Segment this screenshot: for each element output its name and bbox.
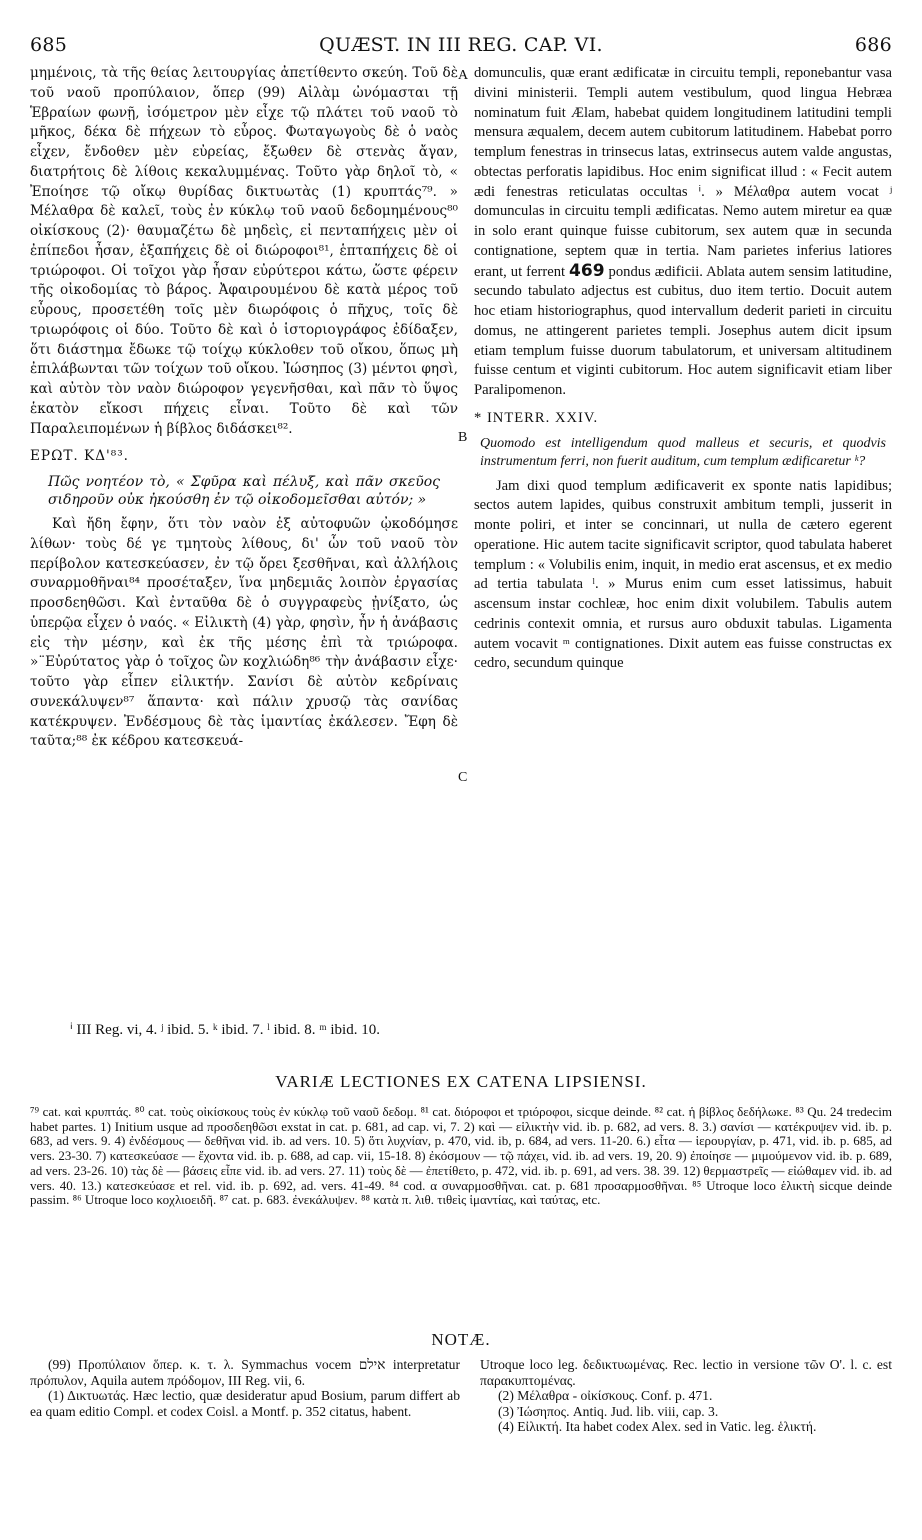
latin-paragraph: Jam dixi quod templum ædificaverit ex sponte natis lapidibus; sectos autem lapides, quibus construxit ambitum templi, jusserit in monte poliri, et inter se concinnari, ut nulla de cætero egerent operatione. Hic autem tacite significavit scriptor, quod tabulata haberet templum : « Volubilis enim, inquit, in medio erat ascensus, et ex medio ad tertia tabulata ˡ. » Murus enim cum esset latissimus, habuit ascensum instar cochleæ, hoc enim dixit volubilem. Tabulis autem cedrinis contexit omnia, et rursus auro obduxit tabulas. Ligamenta autem vocavit ᵐ contignationes. Dixit autem eas fuisse constructas ex cedro, secundum quinque	[474, 477, 892, 672]
margin-letter-c: C	[458, 770, 468, 785]
variae-lectiones-text: ⁷⁹ cat. καὶ κρυπτάς. ⁸⁰ cat. τοὺς οἰκίσκους τοὺς ἐν κύκλῳ τοῦ ναοῦ δεδομ. ⁸¹ cat. διόροφοι et τριόροφοι, sicque deinde. ⁸² cat. ἡ βίβλος δεδήλωκε. ⁸³ Qu. 24 tredecim habet partes. 1) Initium usque ad προσδεηθῶσι exstat in cat. p. 681, ad cap. vi, 7. 2) καὶ — εἱλικτὴν vid. ib. p. 682, ad vers. 8. 3.) σανίσι — κατέκρυψεν vid. ib. p. 683, ad vers. 9. 4) ἐνδέσμους — δεθῆναι vid. ib. ad vers. 10. 5) ὅτι λυχνίαν, p. 470, vid. ib, p. 684, ad vers. 11-20. 6.) εἶτα — ἱερουργίαν, p. 471, vid. ib. p. 685, ad vers. 23-30. 7) κατεσκεύασε — ἔχοντα vid. ib. p. 688, ad cap. vii, 15-18. 8) ἐκόσμουν — τῷ πάχει, vid. ib. ad vers. 19, 20. 9) ἐποίησε — μιμούμενον vid. ib. p. 689, ad vers. 23-26. 10) τὰς δὲ — βάσεις εἶπε vid. ib. ad vers. 27. 11) τοὺς δὲ — ἐπετίθετο, p. 472, vid. ib. p. 691, ad vers. 38. 39. 12) θερμαστρεῖς — εἰώθαμεν vid. ib. ad vers. 40. 13.) κατεσκεύασε et rel. vid. ib. p. 692, ad. vers. 41-49. ⁸⁴ cod. α συναρμοσθῆναι. cat. p. 681 προσαρμοσθῆναι. ⁸⁵ Utroque loco ἑλικτὴ sicque deinde passim. ⁸⁶ Utroque loco κοχλιοειδῆ. ⁸⁷ cat. p. 683. ἐνεκάλυψεν. ⁸⁸ κατὰ π. λιθ. τιθεὶς ἱμαντίας, καὶ ταύτας, etc.	[30, 1105, 892, 1208]
page-number-right: 686	[854, 34, 892, 56]
latin-question-title: Quomodo est intelligendum quod malleus et securis, et quodvis instrumentum ferri, non fuerit auditum, cum templum ædificaretur ᵏ?	[480, 435, 886, 469]
latin-text: domunculis, quæ erant ædificatæ in circuitu templi, reponebantur vasa divini ministerii. Templi autem vestibulum, quod lingua Hebræa nominatum fuit Ælam, habebat quidem longitudinem latitudini templi mensura æqualem, decem autem cubitorum latitudinem. Habebat porro templum fenestras in trinsecus latas, extrinsecus autem valde angustas, obtectas perforatis lapidibus. Hoc enim significat illud : « Fecit autem ædi fenestras reticulatas occultas ⁱ. » Μέλαθρα autem vocat ʲ domunculas in circuitu templi ædificatas. Nemo autem miretur ea quæ in solo erant quinque fuisse cubitorum, sex autem quæ in secunda contignatione, septem quæ in tertia. Nam parietes inferius latiores erant, ut ferrent	[474, 65, 892, 280]
latin-column	[474, 64, 892, 1009]
note-2: (2) Μέλαθρα - οἰκίσκους. Conf. p. 471.	[498, 1388, 713, 1403]
margin-letter-a: A	[458, 68, 469, 83]
note-3: (3) Ἰώσηπος. Antiq. Jud. lib. viii, cap. 3.	[498, 1403, 719, 1419]
note-4: (4) Εἰλικτή. Ita habet codex Alex. sed in Vatic. leg. ἑλικτή.	[498, 1419, 817, 1434]
biblical-references: ⁱ III Reg. vi, 4. ʲ ibid. 5. ᵏ ibid. 7. ˡ ibid. 8. ᵐ ibid. 10.	[70, 1022, 380, 1038]
running-title: QUÆST. IN III REG. CAP. VI.	[319, 34, 603, 56]
column-number: 469	[569, 260, 605, 281]
latin-text: pondus ædificii. Ablata autem sensim latitudine, secundo tabulato adjectus est cubitus, duo item tertio. Docuit autem hoc etiam historiographus, quod intervallum dederit parieti in circuitu domus, ne attingerent parietes templi. Josephus autem dicit ipsum etiam templum fuisse duorum tabulatorum, et universam altitudinem fuisse centum et viginti cubitorum. Hoc autem significavit etiam liber Paralipomenon.	[474, 263, 892, 398]
greek-question-heading: ΕΡΩΤ. ΚΔ'⁸³.	[30, 448, 129, 465]
note-1-continued: Utroque loco leg. δεδικτυωμένας. Rec. lectio in versione τῶν Ο'. l. c. est παρακυπτομένας.	[480, 1357, 892, 1388]
latin-question-heading: * INTERR. XXIV.	[474, 409, 599, 426]
latin-paragraph	[474, 64, 892, 401]
greek-paragraph: Καὶ ἤδη ἔφην, ὅτι τὸν ναὸν ἐξ αὐτοφυῶν ᾠκοδόμησε λίθων· τοὺς δέ γε τμητοὺς λίθους, δι' ὧν τοῦ ναοῦ τὸν περίβολον κατεσκεύασεν, ἐν τῷ ὄρει ξεσθῆναι, καὶ ἀλλήλοις συναρμοθῆναι⁸⁴ προσέταξεν, ἵνα μηδεμιᾶς λοιπὸν ἐργασίας προσδεηθῶσι. Καὶ ἐνταῦθα δὲ ὁ συγγραφεὺς ᾐνίξατο, ὡς ὑπερῷα εἶχεν ὁ ναός. « Εἰλικτὴ (4) γὰρ, φησὶν, ἦν ἡ ἀνάβασις εἰς τὴν μέσην, καὶ ἐκ τῆς μέσης ἐπὶ τὰ τριώροφα. »¨Εὐρύτατος γὰρ ὁ τοῖχος ὢν κοχλιώδη⁸⁶ τὴν ἀνάβασιν εἶχε· τοῦτο γὰρ εἶπεν εἰλικτήν. Σανίσι δὲ αὐτὸν κεδρίναις συνεκάλυψεν⁸⁷ ἅπαντα· καὶ πάλιν χρυσῷ τὰς σανίδας κατέκρυψεν. Ἐνδέσμους δὲ τὰς ἱμαντίας ἐκάλεσεν. Ἔφη δὲ ταῦτα;⁸⁸ ἐκ κέδρου κατεσκευά-	[30, 516, 458, 750]
page-number-left: 685	[30, 34, 68, 56]
greek-question-title: Πῶς νοητέον τὸ, « Σφῦρα καὶ πέλυξ, καὶ πᾶν σκεῦος σιδηροῦν οὐκ ἠκούσθη ἐν τῷ οἰκοδομεῖσθαι αὐτόν; »	[48, 474, 440, 508]
note-99: (99) Προπύλαιον ὅπερ. κ. τ. λ. Symmachus vocem אילם interpretatur πρόπυλον, Aquila autem πρόδομον, III Reg. vii, 6.	[30, 1357, 461, 1388]
notae-title: NOTÆ.	[431, 1330, 491, 1349]
note-1: (1) Δικτυωτάς. Hæc lectio, quæ desideratur apud Bosium, parum differt ab ea quam editio Compl. et codex Coisl. a Montf. p. 352 citatus, habent.	[30, 1388, 460, 1419]
greek-paragraph: μημένοις, τὰ τῆς θείας λειτουργίας ἀπετίθεντο σκεύη. Τοῦ δὲ τοῦ ναοῦ προπύλαιον, ὅπερ (99) Αἰλὰμ ὠνόμασται τῇ Ἑβραίων φωνῇ, ἰσόμετρον μὲν εἶχε τῷ πλάτει τοῦ ναοῦ τὸ μῆκος, δέκα δὲ πήχεων τὸ εὖρος. Φωταγωγοὺς δὲ ὁ ναὸς εἶχεν, ἔνδοθεν μὲν εὐρείας, ἔξωθεν δὲ στενὰς ἄγαν, διατρήτοις δὲ λίθοις κεκαλυμμένας. Τοῦτο γὰρ δηλοῖ τὸ, « Ἐποίησε τῷ οἴκῳ θυρίδας δικτυωτὰς (1) κρυπτάς⁷⁹. » Μέλαθρα δὲ καλεῖ, τοὺς ἐν κύκλῳ τοῦ ναοῦ δεδομημένους⁸⁰ οἰκίσκους (2)· θαυμαζέτω δὲ μηδεὶς, εἰ πενταπήχεις μὲν οἱ ἐπίπεδοι ἦσαν, ἑξαπήχεις δὲ οἱ διώροφοι⁸¹, ἑπταπήχεις δὲ οἱ τριώροφοι. Οἱ τοῖχοι γὰρ ἦσαν εὐρύτεροι κάτω, ὥστε φέρειν τῆς οἰκοδομίας τὸ βάρος. Ἀφαιρουμένου δὲ κατὰ μέρος τοῦ εὖρους, προσετέθη τοῖς μὲν διωρόφοις ὁ πῆχυς, τοῖς δὲ τριωρόφοις οἱ δύο. Τοῦτο δὲ καὶ ὁ ἱστοριογράφος ἐδίδαξεν, ὅτι διάστημα ἔδωκε τῷ τοίχῳ κύκλοθεν τοῦ οἴκου, ὅπως μὴ ἐπιλάβωνται τῶν τοίχων τοῦ οἴκου. Ἰώσηπος (3) μέντοι φησὶ, καὶ αὐτὸν τὸν ναὸν διώροφον γεγενῆσθαι, καὶ πᾶν τὸ ὕψος ἑκατὸν εἴκοσι πήχεις εἶναι. Τοῦτο δὲ καὶ τῶν Παραλειπομένων ἡ βίβλος διδάσκει⁸².	[30, 65, 458, 437]
notae-left-column	[30, 1357, 460, 1419]
running-header	[30, 34, 892, 60]
notae-section	[30, 1357, 892, 1527]
greek-column	[30, 64, 458, 1009]
margin-letter-b: B	[458, 430, 468, 445]
variae-title: VARIÆ LECTIONES EX CATENA LIPSIENSI.	[275, 1072, 647, 1091]
notae-right-column	[480, 1357, 892, 1435]
